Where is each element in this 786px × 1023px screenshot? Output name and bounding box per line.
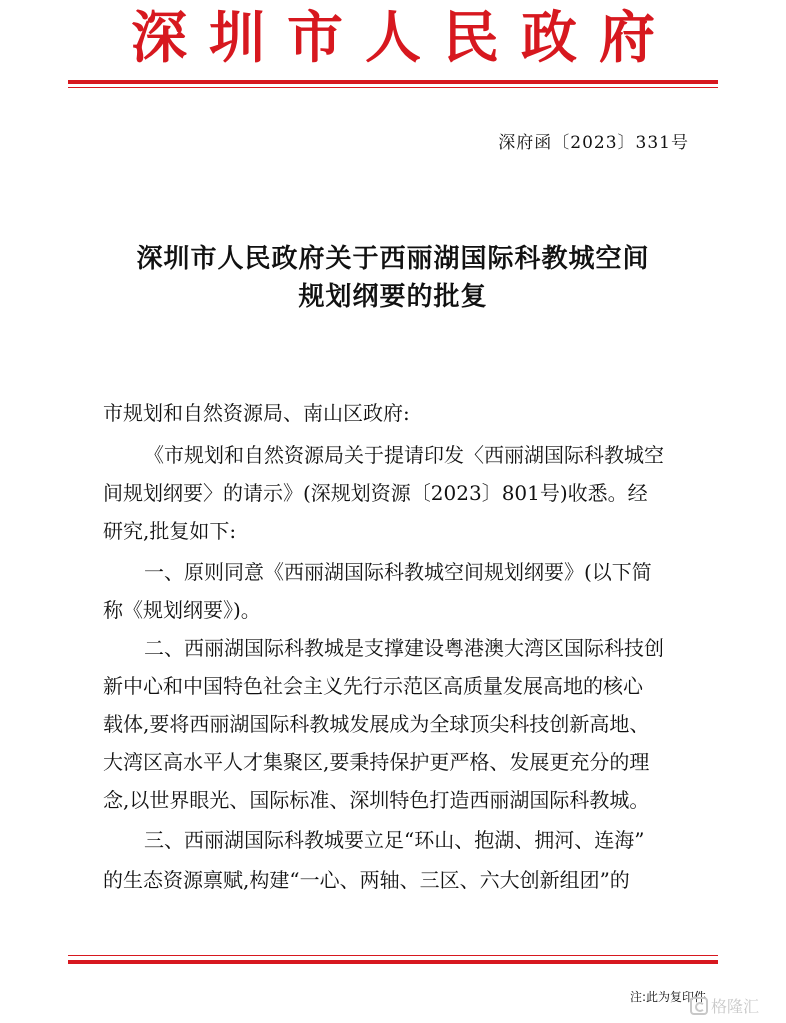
masthead-rule-thick <box>68 80 718 84</box>
body-line: 载体,要将西丽湖国际科教城发展成为全球顶尖科技创新高地、 <box>103 712 650 736</box>
document-number: 深府函〔2023〕331号 <box>498 133 689 153</box>
addressee: 市规划和自然资源局、南山区政府: <box>103 401 410 425</box>
footer-note: 注:此为复印件 <box>630 990 707 1004</box>
body-line: 三、西丽湖国际科教城要立足“环山、抱湖、拥河、连海” <box>144 828 645 852</box>
body-line: 研究,批复如下: <box>103 519 237 543</box>
masthead-rule-thin <box>68 87 718 88</box>
footer-rule-thin <box>68 955 718 956</box>
body-line: 间规划纲要〉的请示》(深规划资源〔2023〕801号)收悉。经 <box>103 481 648 505</box>
watermark-text: 格隆汇 <box>711 997 760 1016</box>
title-line-1: 深圳市人民政府关于西丽湖国际科教城空间 <box>136 244 650 274</box>
body-line: 大湾区高水平人才集聚区,要秉持保护更严格、发展更充分的理 <box>103 750 650 774</box>
document-title <box>0 240 786 316</box>
watermark <box>690 996 759 1018</box>
body-line: 一、原则同意《西丽湖国际科教城空间规划纲要》(以下简 <box>144 560 652 584</box>
body-line: 《市规划和自然资源局关于提请印发〈西丽湖国际科教城空 <box>144 443 664 467</box>
body-line: 的生态资源禀赋,构建“一心、两轴、三区、六大创新组团”的 <box>103 868 630 892</box>
body-line: 新中心和中国特色社会主义先行示范区高质量发展高地的核心 <box>103 674 643 698</box>
masthead: 深圳市人民政府 <box>131 5 677 71</box>
body-line: 念,以世界眼光、国际标准、深圳特色打造西丽湖国际科教城。 <box>103 788 650 812</box>
watermark-logo-icon <box>690 997 708 1015</box>
title-line-2: 规划纲要的批复 <box>298 282 488 312</box>
body-line: 称《规划纲要》)。 <box>103 598 261 622</box>
body-line: 二、西丽湖国际科教城是支撑建设粤港澳大湾区国际科技创 <box>144 636 664 660</box>
footer-rule-thick <box>68 960 718 964</box>
